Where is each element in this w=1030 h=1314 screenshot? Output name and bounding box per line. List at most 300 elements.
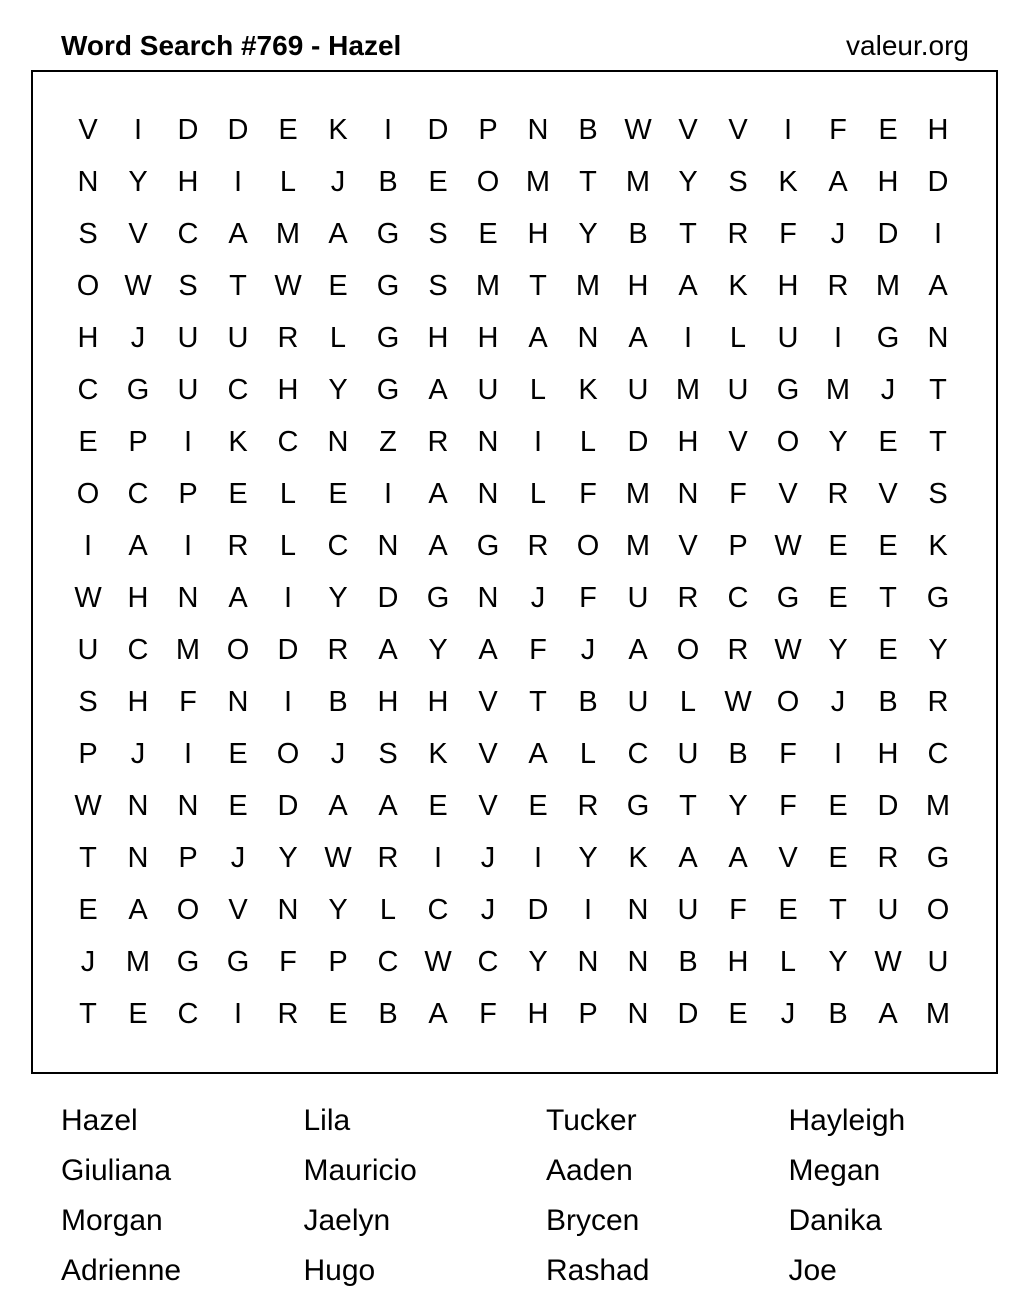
grid-letter[interactable]: C xyxy=(177,998,199,1030)
grid-letter[interactable]: V xyxy=(478,686,498,718)
grid-letter[interactable]: A xyxy=(328,790,348,822)
grid-letter[interactable]: I xyxy=(933,218,943,250)
grid-letter[interactable]: G xyxy=(376,218,400,250)
grid-letter[interactable]: E xyxy=(878,530,898,562)
grid-letter[interactable]: W xyxy=(774,634,802,666)
grid-letter[interactable]: H xyxy=(627,270,649,302)
grid-letter[interactable]: E xyxy=(428,166,448,198)
grid-letter[interactable]: W xyxy=(74,790,102,822)
grid-letter[interactable]: E xyxy=(78,426,98,458)
grid-letter[interactable]: O xyxy=(76,478,100,510)
grid-letter[interactable]: U xyxy=(627,686,649,718)
grid-letter[interactable]: N xyxy=(927,322,949,354)
grid-letter[interactable]: Y xyxy=(578,218,598,250)
grid-letter[interactable]: M xyxy=(925,790,951,822)
grid-letter[interactable]: N xyxy=(177,790,199,822)
grid-letter[interactable]: R xyxy=(277,998,299,1030)
grid-letter[interactable]: H xyxy=(927,114,949,146)
grid-letter[interactable]: B xyxy=(378,998,398,1030)
grid-letter[interactable]: A xyxy=(428,374,448,406)
grid-letter[interactable]: M xyxy=(175,634,201,666)
letter-grid[interactable] xyxy=(63,104,963,1040)
grid-letter[interactable]: N xyxy=(477,426,499,458)
grid-letter[interactable]: K xyxy=(728,270,748,302)
grid-letter[interactable]: H xyxy=(877,166,899,198)
grid-letter[interactable]: P xyxy=(128,426,148,458)
grid-letter[interactable]: G xyxy=(476,530,500,562)
grid-letter[interactable]: D xyxy=(377,582,399,614)
grid-letter[interactable]: M xyxy=(125,946,151,978)
grid-letter[interactable]: J xyxy=(780,998,796,1030)
grid-letter[interactable]: E xyxy=(878,634,898,666)
grid-letter[interactable]: B xyxy=(578,686,598,718)
grid-letter[interactable]: Y xyxy=(328,894,348,926)
grid-letter[interactable]: Y xyxy=(828,634,848,666)
grid-letter[interactable]: C xyxy=(427,894,449,926)
grid-letter[interactable]: H xyxy=(677,426,699,458)
grid-letter[interactable]: W xyxy=(124,270,152,302)
grid-letter[interactable]: K xyxy=(428,738,448,770)
grid-letter[interactable]: Y xyxy=(328,582,348,614)
grid-letter[interactable]: V xyxy=(128,218,148,250)
grid-letter[interactable]: S xyxy=(928,478,948,510)
grid-letter[interactable]: V xyxy=(778,842,798,874)
grid-letter[interactable]: N xyxy=(627,946,649,978)
grid-letter[interactable]: C xyxy=(277,426,299,458)
grid-letter[interactable]: C xyxy=(327,530,349,562)
grid-letter[interactable]: Y xyxy=(328,374,348,406)
grid-letter[interactable]: J xyxy=(80,946,96,978)
grid-letter[interactable]: W xyxy=(424,946,452,978)
grid-letter[interactable]: J xyxy=(580,634,596,666)
grid-letter[interactable]: L xyxy=(329,322,347,354)
grid-letter[interactable]: R xyxy=(677,582,699,614)
grid-letter[interactable]: K xyxy=(778,166,798,198)
grid-letter[interactable]: E xyxy=(828,790,848,822)
grid-letter[interactable]: M xyxy=(625,530,651,562)
grid-letter[interactable]: C xyxy=(927,738,949,770)
grid-letter[interactable]: F xyxy=(579,582,597,614)
grid-letter[interactable]: E xyxy=(328,998,348,1030)
grid-letter[interactable]: A xyxy=(428,998,448,1030)
grid-letter[interactable]: U xyxy=(677,894,699,926)
grid-letter[interactable]: V xyxy=(478,738,498,770)
grid-letter[interactable]: U xyxy=(627,374,649,406)
grid-letter[interactable]: O xyxy=(776,426,800,458)
grid-letter[interactable]: A xyxy=(928,270,948,302)
grid-letter[interactable]: N xyxy=(177,582,199,614)
grid-letter[interactable]: E xyxy=(878,114,898,146)
grid-letter[interactable]: A xyxy=(128,530,148,562)
grid-letter[interactable]: U xyxy=(77,634,99,666)
grid-letter[interactable]: W xyxy=(874,946,902,978)
grid-letter[interactable]: Z xyxy=(379,426,397,458)
grid-letter[interactable]: M xyxy=(625,478,651,510)
grid-letter[interactable]: S xyxy=(428,218,448,250)
grid-letter[interactable]: E xyxy=(828,842,848,874)
grid-letter[interactable]: F xyxy=(779,738,797,770)
grid-letter[interactable]: K xyxy=(578,374,598,406)
grid-letter[interactable]: L xyxy=(529,374,547,406)
grid-letter[interactable]: R xyxy=(277,322,299,354)
grid-letter[interactable]: R xyxy=(527,530,549,562)
grid-letter[interactable]: C xyxy=(127,478,149,510)
grid-letter[interactable]: T xyxy=(529,270,547,302)
grid-letter[interactable]: P xyxy=(328,946,348,978)
grid-letter[interactable]: E xyxy=(878,426,898,458)
grid-letter[interactable]: E xyxy=(828,582,848,614)
grid-letter[interactable]: L xyxy=(579,738,597,770)
grid-letter[interactable]: W xyxy=(624,114,652,146)
grid-letter[interactable]: O xyxy=(276,738,300,770)
grid-letter[interactable]: R xyxy=(377,842,399,874)
grid-letter[interactable]: J xyxy=(130,322,146,354)
grid-letter[interactable]: V xyxy=(678,114,698,146)
grid-letter[interactable]: U xyxy=(927,946,949,978)
grid-letter[interactable]: F xyxy=(779,790,797,822)
grid-letter[interactable]: D xyxy=(227,114,249,146)
grid-letter[interactable]: B xyxy=(678,946,698,978)
grid-letter[interactable]: G xyxy=(376,374,400,406)
grid-letter[interactable]: L xyxy=(579,426,597,458)
grid-letter[interactable]: N xyxy=(377,530,399,562)
grid-letter[interactable]: N xyxy=(127,842,149,874)
grid-letter[interactable]: N xyxy=(527,114,549,146)
grid-letter[interactable]: G xyxy=(926,842,950,874)
grid-letter[interactable]: O xyxy=(476,166,500,198)
grid-letter[interactable]: A xyxy=(228,582,248,614)
grid-letter[interactable]: I xyxy=(533,426,543,458)
grid-letter[interactable]: F xyxy=(279,946,297,978)
grid-letter[interactable]: S xyxy=(378,738,398,770)
grid-letter[interactable]: H xyxy=(77,322,99,354)
grid-letter[interactable]: B xyxy=(378,166,398,198)
grid-letter[interactable]: W xyxy=(324,842,352,874)
grid-letter[interactable]: R xyxy=(727,218,749,250)
grid-letter[interactable]: E xyxy=(228,738,248,770)
grid-letter[interactable]: T xyxy=(679,218,697,250)
grid-letter[interactable]: P xyxy=(78,738,98,770)
grid-letter[interactable]: N xyxy=(227,686,249,718)
grid-letter[interactable]: V xyxy=(878,478,898,510)
grid-letter[interactable]: M xyxy=(475,270,501,302)
grid-letter[interactable]: U xyxy=(877,894,899,926)
grid-letter[interactable]: P xyxy=(728,530,748,562)
grid-letter[interactable]: Y xyxy=(578,842,598,874)
grid-letter[interactable]: E xyxy=(528,790,548,822)
grid-letter[interactable]: G xyxy=(626,790,650,822)
grid-letter[interactable]: O xyxy=(676,634,700,666)
grid-letter[interactable]: T xyxy=(679,790,697,822)
grid-letter[interactable]: L xyxy=(729,322,747,354)
grid-letter[interactable]: A xyxy=(428,478,448,510)
grid-letter[interactable]: H xyxy=(427,322,449,354)
grid-letter[interactable]: M xyxy=(525,166,551,198)
grid-letter[interactable]: U xyxy=(777,322,799,354)
grid-letter[interactable]: A xyxy=(628,322,648,354)
grid-letter[interactable]: A xyxy=(328,218,348,250)
grid-letter[interactable]: D xyxy=(677,998,699,1030)
grid-letter[interactable]: M xyxy=(925,998,951,1030)
grid-letter[interactable]: N xyxy=(577,946,599,978)
grid-letter[interactable]: D xyxy=(277,634,299,666)
grid-letter[interactable]: A xyxy=(828,166,848,198)
grid-letter[interactable]: N xyxy=(477,582,499,614)
grid-letter[interactable]: M xyxy=(675,374,701,406)
grid-letter[interactable]: I xyxy=(833,738,843,770)
grid-letter[interactable]: J xyxy=(830,218,846,250)
grid-letter[interactable]: G xyxy=(376,270,400,302)
grid-letter[interactable]: N xyxy=(677,478,699,510)
grid-letter[interactable]: R xyxy=(427,426,449,458)
grid-letter[interactable]: C xyxy=(227,374,249,406)
grid-letter[interactable]: A xyxy=(678,270,698,302)
grid-letter[interactable]: N xyxy=(77,166,99,198)
grid-letter[interactable]: E xyxy=(478,218,498,250)
grid-letter[interactable]: I xyxy=(183,738,193,770)
grid-letter[interactable]: V xyxy=(728,426,748,458)
grid-letter[interactable]: I xyxy=(433,842,443,874)
grid-letter[interactable]: A xyxy=(528,322,548,354)
grid-letter[interactable]: Y xyxy=(678,166,698,198)
grid-letter[interactable]: A xyxy=(378,634,398,666)
grid-letter[interactable]: H xyxy=(727,946,749,978)
grid-letter[interactable]: C xyxy=(627,738,649,770)
grid-letter[interactable]: K xyxy=(228,426,248,458)
grid-letter[interactable]: D xyxy=(877,790,899,822)
grid-letter[interactable]: S xyxy=(78,218,98,250)
grid-letter[interactable]: A xyxy=(528,738,548,770)
grid-letter[interactable]: T xyxy=(79,998,97,1030)
grid-letter[interactable]: G xyxy=(776,582,800,614)
grid-letter[interactable]: J xyxy=(330,166,346,198)
grid-letter[interactable]: U xyxy=(677,738,699,770)
grid-letter[interactable]: D xyxy=(427,114,449,146)
grid-letter[interactable]: J xyxy=(130,738,146,770)
grid-letter[interactable]: H xyxy=(527,998,549,1030)
grid-letter[interactable]: D xyxy=(927,166,949,198)
grid-letter[interactable]: B xyxy=(578,114,598,146)
grid-letter[interactable]: H xyxy=(877,738,899,770)
grid-letter[interactable]: Y xyxy=(428,634,448,666)
grid-letter[interactable]: D xyxy=(277,790,299,822)
grid-letter[interactable]: T xyxy=(929,374,947,406)
grid-letter[interactable]: C xyxy=(177,218,199,250)
grid-letter[interactable]: I xyxy=(283,686,293,718)
grid-letter[interactable]: A xyxy=(878,998,898,1030)
grid-letter[interactable]: T xyxy=(929,426,947,458)
grid-letter[interactable]: W xyxy=(74,582,102,614)
grid-letter[interactable]: B xyxy=(828,998,848,1030)
grid-letter[interactable]: L xyxy=(279,530,297,562)
grid-letter[interactable]: C xyxy=(727,582,749,614)
grid-letter[interactable]: S xyxy=(78,686,98,718)
grid-letter[interactable]: I xyxy=(183,426,193,458)
grid-letter[interactable]: S xyxy=(428,270,448,302)
grid-letter[interactable]: R xyxy=(827,270,849,302)
grid-letter[interactable]: K xyxy=(328,114,348,146)
grid-letter[interactable]: W xyxy=(724,686,752,718)
grid-letter[interactable]: E xyxy=(828,530,848,562)
grid-letter[interactable]: H xyxy=(777,270,799,302)
grid-letter[interactable]: I xyxy=(783,114,793,146)
grid-letter[interactable]: G xyxy=(126,374,150,406)
grid-letter[interactable]: H xyxy=(177,166,199,198)
grid-letter[interactable]: T xyxy=(879,582,897,614)
grid-letter[interactable]: U xyxy=(727,374,749,406)
grid-letter[interactable]: N xyxy=(627,894,649,926)
grid-letter[interactable]: A xyxy=(478,634,498,666)
grid-letter[interactable]: L xyxy=(779,946,797,978)
grid-letter[interactable]: U xyxy=(477,374,499,406)
grid-letter[interactable]: B xyxy=(878,686,898,718)
grid-letter[interactable]: T xyxy=(579,166,597,198)
grid-letter[interactable]: R xyxy=(227,530,249,562)
grid-letter[interactable]: A xyxy=(128,894,148,926)
grid-letter[interactable]: V xyxy=(478,790,498,822)
grid-letter[interactable]: E xyxy=(728,998,748,1030)
grid-letter[interactable]: O xyxy=(926,894,950,926)
grid-letter[interactable]: G xyxy=(926,582,950,614)
grid-letter[interactable]: E xyxy=(778,894,798,926)
grid-letter[interactable]: S xyxy=(728,166,748,198)
grid-letter[interactable]: B xyxy=(628,218,648,250)
grid-letter[interactable]: T xyxy=(229,270,247,302)
grid-letter[interactable]: T xyxy=(829,894,847,926)
grid-letter[interactable]: F xyxy=(729,894,747,926)
grid-letter[interactable]: V xyxy=(228,894,248,926)
grid-letter[interactable]: P xyxy=(178,842,198,874)
grid-letter[interactable]: I xyxy=(683,322,693,354)
grid-letter[interactable]: G xyxy=(776,374,800,406)
grid-letter[interactable]: I xyxy=(183,530,193,562)
grid-letter[interactable]: U xyxy=(627,582,649,614)
grid-letter[interactable]: E xyxy=(128,998,148,1030)
grid-letter[interactable]: N xyxy=(627,998,649,1030)
grid-letter[interactable]: G xyxy=(226,946,250,978)
grid-letter[interactable]: L xyxy=(279,478,297,510)
grid-letter[interactable]: M xyxy=(275,218,301,250)
grid-letter[interactable]: W xyxy=(274,270,302,302)
grid-letter[interactable]: R xyxy=(877,842,899,874)
grid-letter[interactable]: F xyxy=(479,998,497,1030)
grid-letter[interactable]: K xyxy=(928,530,948,562)
grid-letter[interactable]: I xyxy=(383,478,393,510)
grid-letter[interactable]: J xyxy=(830,686,846,718)
grid-letter[interactable]: I xyxy=(83,530,93,562)
grid-letter[interactable]: I xyxy=(383,114,393,146)
grid-letter[interactable]: I xyxy=(233,998,243,1030)
grid-letter[interactable]: M xyxy=(625,166,651,198)
grid-letter[interactable]: J xyxy=(880,374,896,406)
grid-letter[interactable]: H xyxy=(127,582,149,614)
grid-letter[interactable]: M xyxy=(575,270,601,302)
grid-letter[interactable]: G xyxy=(376,322,400,354)
grid-letter[interactable]: V xyxy=(778,478,798,510)
grid-letter[interactable]: H xyxy=(477,322,499,354)
grid-letter[interactable]: F xyxy=(779,218,797,250)
grid-letter[interactable]: B xyxy=(328,686,348,718)
grid-letter[interactable]: Y xyxy=(828,426,848,458)
grid-letter[interactable]: P xyxy=(178,478,198,510)
grid-letter[interactable]: Y xyxy=(128,166,148,198)
grid-letter[interactable]: A xyxy=(678,842,698,874)
grid-letter[interactable]: P xyxy=(478,114,498,146)
grid-letter[interactable]: C xyxy=(127,634,149,666)
grid-letter[interactable]: F xyxy=(729,478,747,510)
grid-letter[interactable]: H xyxy=(427,686,449,718)
grid-letter[interactable]: N xyxy=(277,894,299,926)
grid-letter[interactable]: P xyxy=(578,998,598,1030)
grid-letter[interactable]: O xyxy=(76,270,100,302)
grid-letter[interactable]: R xyxy=(927,686,949,718)
grid-letter[interactable]: H xyxy=(127,686,149,718)
grid-letter[interactable]: V xyxy=(728,114,748,146)
grid-letter[interactable]: D xyxy=(177,114,199,146)
grid-letter[interactable]: G xyxy=(876,322,900,354)
grid-letter[interactable]: O xyxy=(176,894,200,926)
grid-letter[interactable]: A xyxy=(428,530,448,562)
grid-letter[interactable]: Y xyxy=(528,946,548,978)
grid-letter[interactable]: I xyxy=(133,114,143,146)
grid-letter[interactable]: C xyxy=(477,946,499,978)
grid-letter[interactable]: F xyxy=(579,478,597,510)
grid-letter[interactable]: J xyxy=(230,842,246,874)
grid-letter[interactable]: U xyxy=(227,322,249,354)
grid-letter[interactable]: K xyxy=(628,842,648,874)
grid-letter[interactable]: O xyxy=(226,634,250,666)
grid-letter[interactable]: U xyxy=(177,322,199,354)
grid-letter[interactable]: N xyxy=(127,790,149,822)
grid-letter[interactable]: H xyxy=(277,374,299,406)
grid-letter[interactable]: L xyxy=(529,478,547,510)
grid-letter[interactable]: E xyxy=(328,478,348,510)
grid-letter[interactable]: Y xyxy=(728,790,748,822)
grid-letter[interactable]: L xyxy=(679,686,697,718)
grid-letter[interactable]: M xyxy=(875,270,901,302)
grid-letter[interactable]: O xyxy=(576,530,600,562)
grid-letter[interactable]: C xyxy=(77,374,99,406)
grid-letter[interactable]: R xyxy=(827,478,849,510)
grid-letter[interactable]: D xyxy=(877,218,899,250)
grid-letter[interactable]: O xyxy=(776,686,800,718)
grid-letter[interactable]: I xyxy=(533,842,543,874)
grid-letter[interactable]: J xyxy=(330,738,346,770)
grid-letter[interactable]: R xyxy=(727,634,749,666)
grid-letter[interactable]: R xyxy=(577,790,599,822)
grid-letter[interactable]: A xyxy=(728,842,748,874)
grid-letter[interactable]: T xyxy=(529,686,547,718)
grid-letter[interactable]: M xyxy=(825,374,851,406)
grid-letter[interactable]: E xyxy=(328,270,348,302)
grid-letter[interactable]: D xyxy=(627,426,649,458)
grid-letter[interactable]: J xyxy=(480,842,496,874)
grid-letter[interactable]: H xyxy=(377,686,399,718)
grid-letter[interactable]: T xyxy=(79,842,97,874)
grid-letter[interactable]: I xyxy=(283,582,293,614)
grid-letter[interactable]: G xyxy=(176,946,200,978)
grid-letter[interactable]: H xyxy=(527,218,549,250)
grid-letter[interactable]: C xyxy=(377,946,399,978)
grid-letter[interactable]: V xyxy=(678,530,698,562)
grid-letter[interactable]: F xyxy=(829,114,847,146)
grid-letter[interactable]: B xyxy=(728,738,748,770)
grid-letter[interactable]: Y xyxy=(278,842,298,874)
grid-letter[interactable]: U xyxy=(177,374,199,406)
grid-letter[interactable]: F xyxy=(179,686,197,718)
grid-letter[interactable]: A xyxy=(628,634,648,666)
grid-letter[interactable]: R xyxy=(327,634,349,666)
